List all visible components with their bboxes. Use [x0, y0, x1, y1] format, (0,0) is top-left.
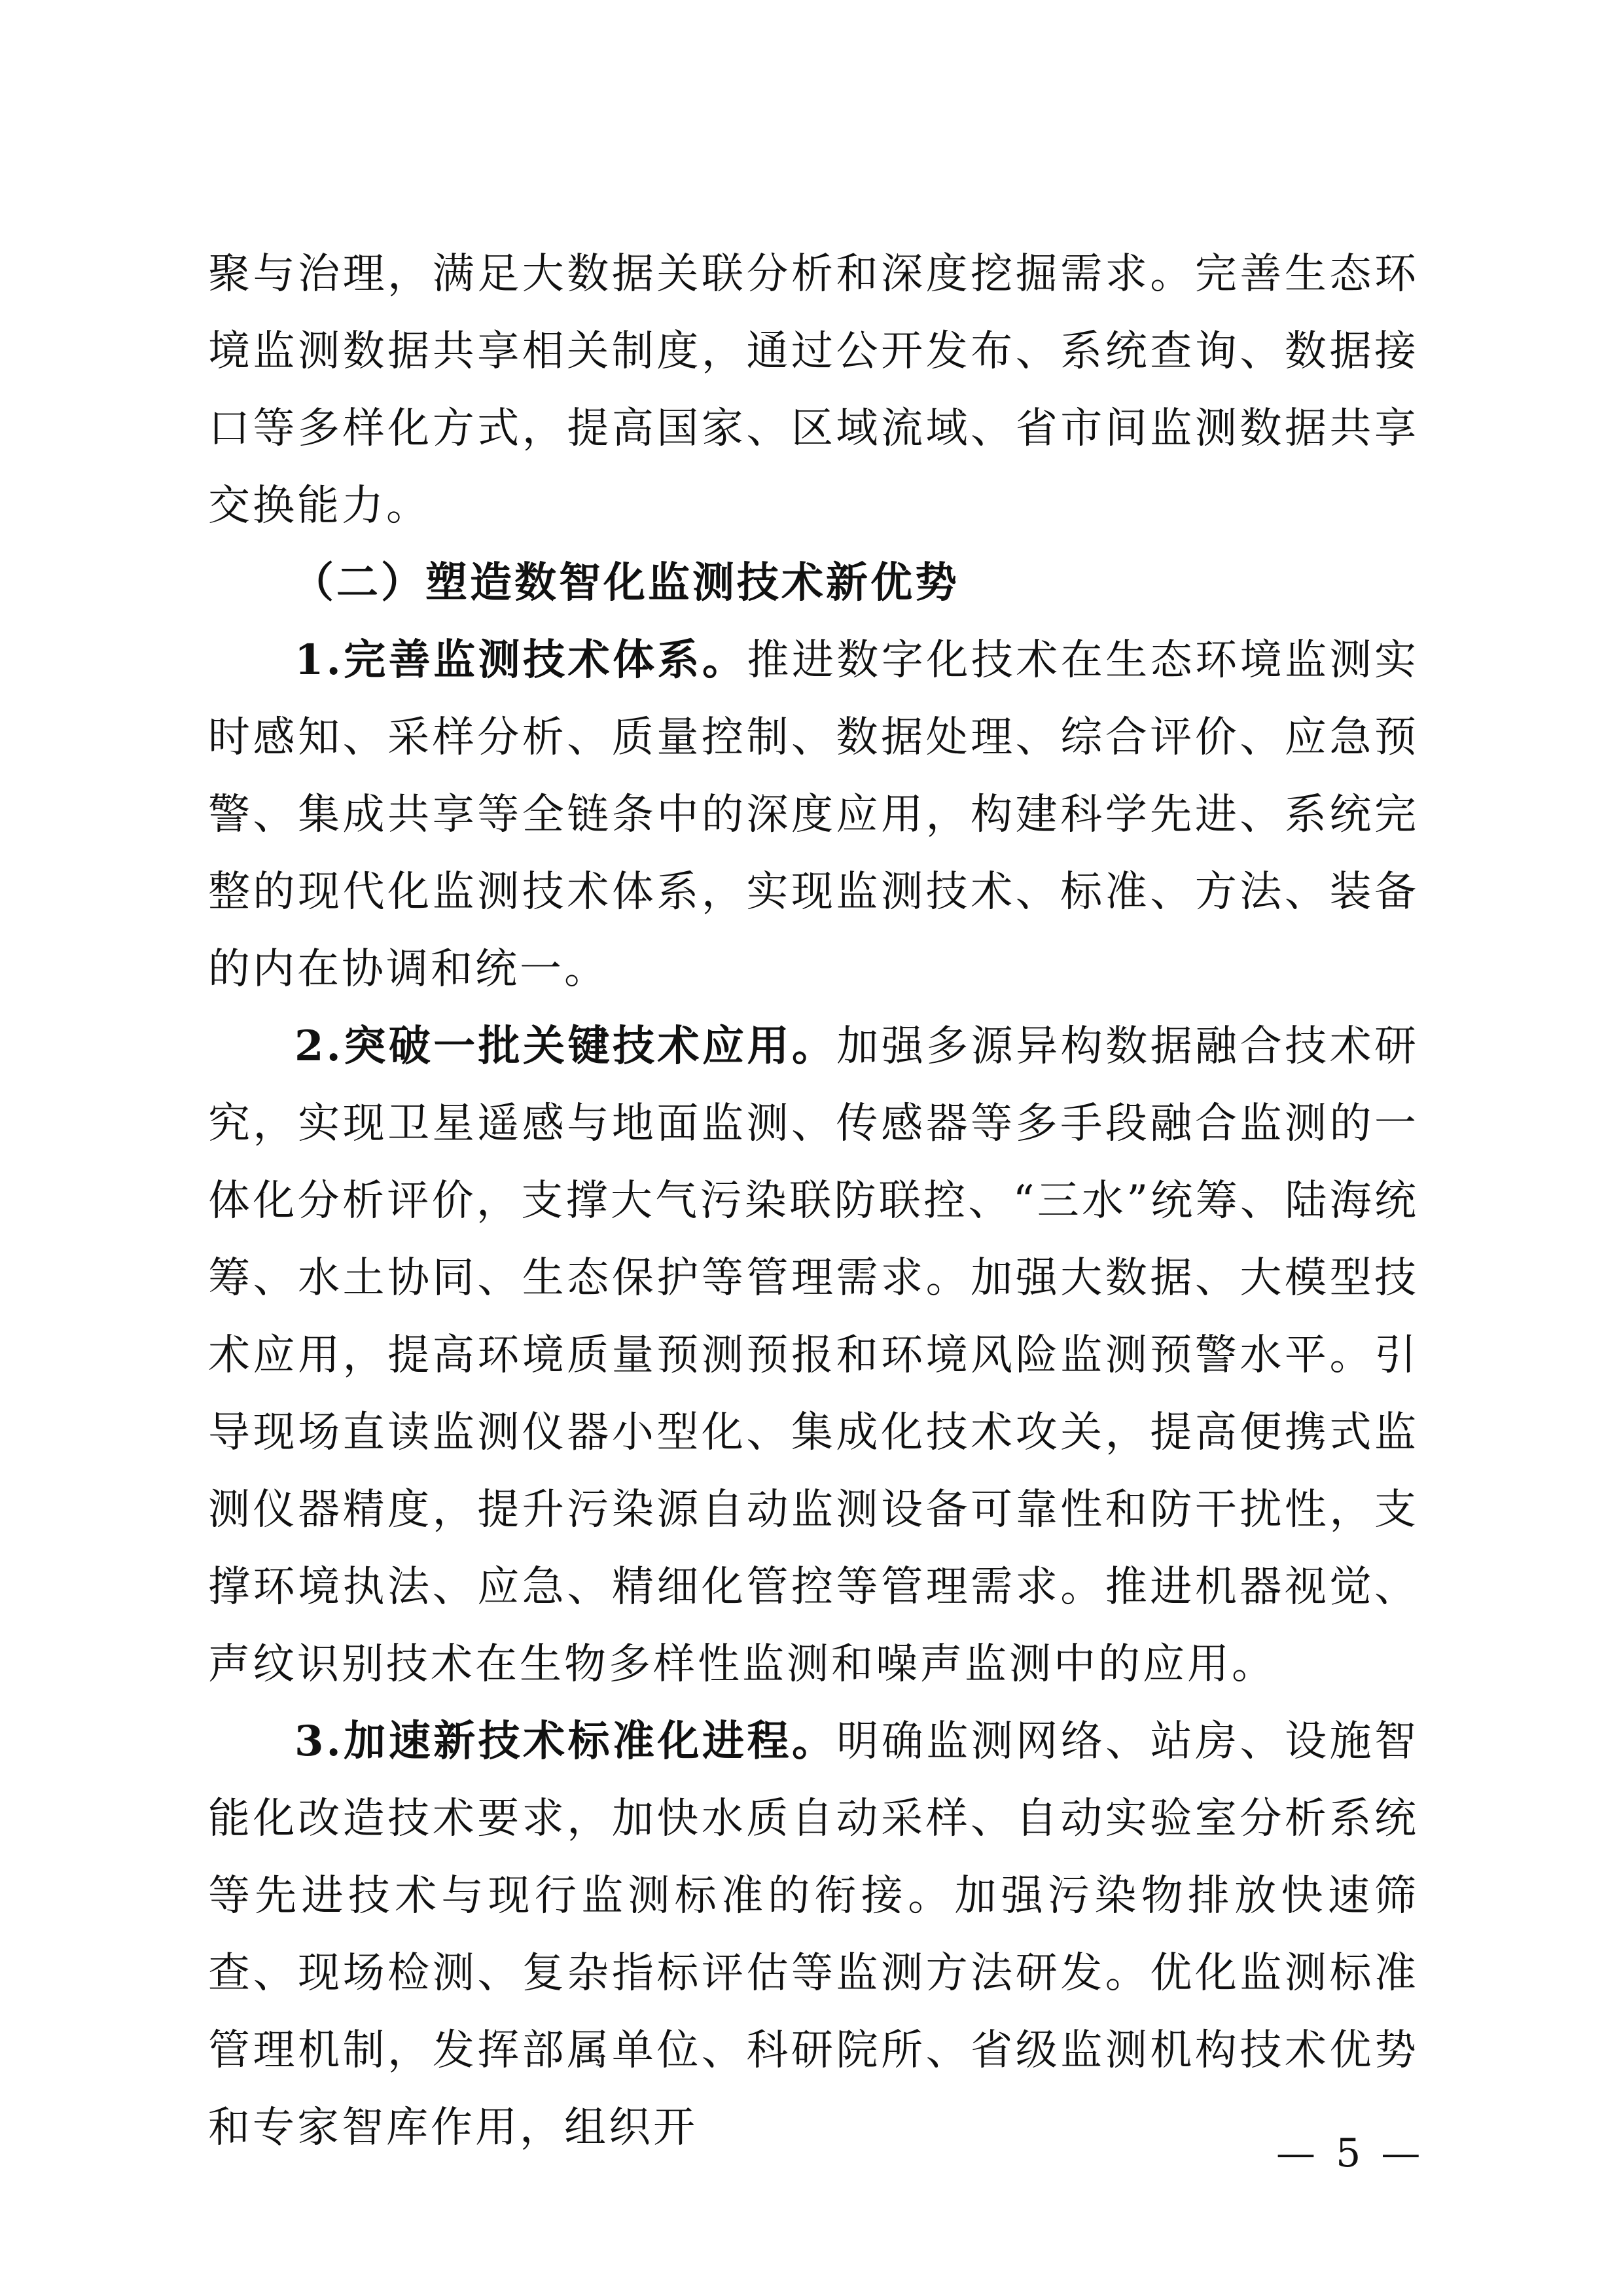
section-heading [208, 545, 1419, 622]
paragraph-item-1 [208, 622, 1419, 1008]
item-lead: 3.加速新技术标准化进程。 [294, 1717, 837, 1766]
paragraph-continuation [208, 236, 1419, 545]
item-text: 推进数字化技术在生态环境监测实时感知、采样分析、质量控制、数据处理、综合评价、应急预警、集成共享等全链条中的深度应用，构建科学先进、系统完整的现代化监测技术体系，实现监测技术、标准、方法、装备的内在协调和统一。 [208, 636, 1419, 994]
item-lead: 1.完善监测技术体系。 [294, 636, 747, 685]
item-text: 加强多源异构数据融合技术研究，实现卫星遥感与地面监测、传感器等多手段融合监测的一体化分析评价，支撑大气污染联防联控、“三水”统筹、陆海统筹、水土协同、生态保护等管理需求。加强大数据、大模型技术应用，提高环境质量预测预报和环境风险监测预警水平。引导现场直读监测仪器小型化、集成化技术攻关，提高便携式监测仪器精度，提升污染源自动监测设备可靠性和防干扰性，支撑环境执法、应急、精细化管控等管理需求。推进机器视觉、声纹识别技术在生物多样性监测和噪声监测中的应用。 [208, 1022, 1419, 1689]
item-lead: 2.突破一批关键技术应用。 [294, 1022, 837, 1071]
page-number: — 5 — [1276, 2130, 1425, 2176]
paragraph-text: 聚与治理，满足大数据关联分析和深度挖掘需求。完善生态环境监测数据共享相关制度，通过公开发布、系统查询、数据接口等多样化方式，提高国家、区域流域、省市间监测数据共享交换能力。 [208, 250, 1419, 530]
body-text [208, 236, 1419, 2166]
section-heading-text: （二）塑造数智化监测技术新优势 [292, 558, 959, 607]
item-text: 明确监测网络、站房、设施智能化改造技术要求，加快水质自动采样、自动实验室分析系统等先进技术与现行监测标准的衔接。加强污染物排放快速筛查、现场检测、复杂指标评估等监测方法研发。优化监测标准管理机制，发挥部属单位、科研院所、省级监测机构技术优势和专家智库作用，组织开 [208, 1717, 1419, 2152]
paragraph-item-2 [208, 1008, 1419, 1703]
paragraph-item-3 [208, 1703, 1419, 2166]
